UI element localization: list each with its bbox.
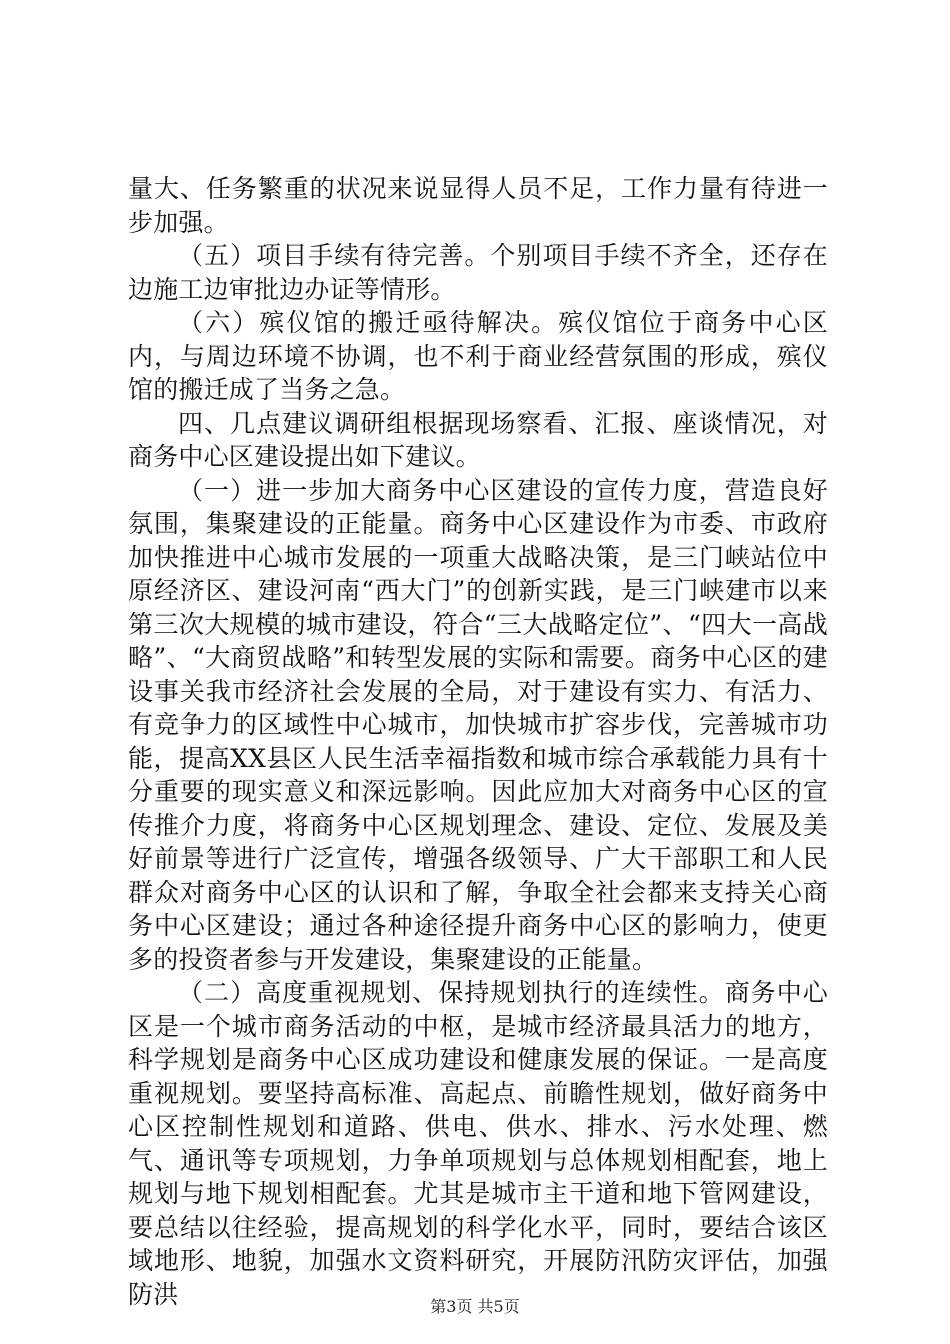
paragraph-suggestion-two: （二）高度重视规划、保持规划执行的连续性。商务中心区是一个城市商务活动的中枢，是城市经济最具活力的地方，科学规划是商务中心区成功建设和健康发展的保证。一是高度重视规划。要坚持高标准、高起点、前瞻性规划，做好商务中心区控制性规划和道路、供电、供水、排水、污水处理、燃气、通讯等专项规划，力争单项规划与总体规划相配套，地上规划与地下规划相配套。尤其是城市主干道和地下管网建设，要总结以往经验，提高规划的科学化水平，同时，要结合该区域地形、地貌，加强水文资料研究，开展防汛防灾评估，加强防洪 (128, 978, 828, 1309)
page-number-label: 第3页 共5页 (430, 1297, 520, 1316)
paragraph-suggestion-one: （一）进一步加大商务中心区建设的宣传力度，营造良好氛围，集聚建设的正能量。商务中心区建设作为市委、市政府加快推进中心城市发展的一项重大战略决策，是三门峡站位中原经济区、建设河南“西大门”的创新实践，是三门峡建市以来第三次大规模的城市建设，符合“三大战略定位”、“四大一高战略”、“大商贸战略”和转型发展的实际和需要。商务中心区的建设事关我市经济社会发展的全局，对于建设有实力、有活力、有竞争力的区域性中心城市，加快城市扩容步伐，完善城市功能，提高XX县区人民生活幸福指数和城市综合承载能力具有十分重要的现实意义和深远影响。因此应加大对商务中心区的宣传推介力度，将商务中心区规划理念、建设、定位、发展及美好前景等进行广泛宣传，增强各级领导、广大干部职工和人民群众对商务中心区的认识和了解，争取全社会都来支持关心商务中心区建设；通过各种途径提升商务中心区的影响力，使更多的投资者参与开发建设，集聚建设的正能量。 (128, 475, 828, 974)
paragraph-item-six: （六）殡仪馆的搬迁亟待解决。殡仪馆位于商务中心区内，与周边环境不协调，也不利于商业经营氛围的形成，殡仪馆的搬迁成了当务之急。 (128, 308, 828, 404)
paragraph-item-five: （五）项目手续有待完善。个别项目手续不齐全，还存在边施工边审批边办证等情形。 (128, 241, 828, 304)
paragraph-section-four: 四、几点建议调研组根据现场察看、汇报、座谈情况，对商务中心区建设提出如下建议。 (128, 408, 828, 471)
document-body (128, 172, 828, 1311)
paragraph-continuation: 量大、任务繁重的状况来说显得人员不足，工作力量有待进一步加强。 (128, 174, 828, 237)
page-footer (0, 1297, 950, 1317)
